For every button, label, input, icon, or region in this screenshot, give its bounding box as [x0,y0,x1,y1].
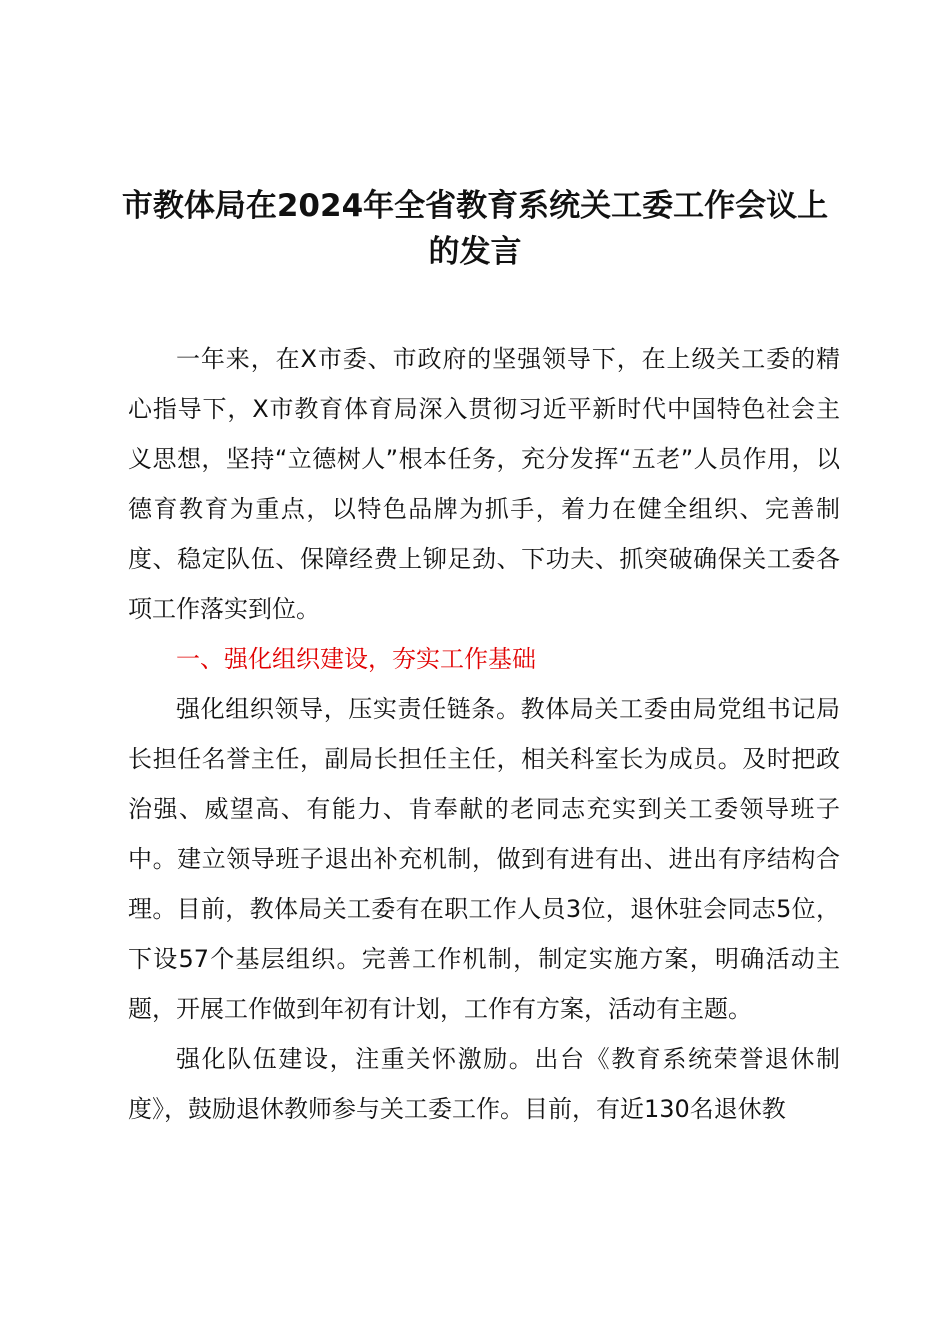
document-title: 市教体局在2024年全省教育系统关工委工作会议上的发言 [121,188,829,270]
document-body [128,334,840,1134]
intro-paragraph: 一年来，在X市委、市政府的坚强领导下，在上级关工委的精心指导下，X市教育体育局深入贯彻习近平新时代中国特色社会主义思想，坚持“立德树人”根本任务，充分发挥“五老”人员作用，以德育教育为重点，以特色品牌为抓手，着力在健全组织、完善制度、稳定队伍、保障经费上铆足劲、下功夫、抓突破确保关工委各项工作落实到位。 [128,345,840,623]
section-heading: 一、强化组织建设，夯实工作基础 [176,645,536,673]
section-paragraph-2: 强化队伍建设，注重关怀激励。出台《教育系统荣誉退休制度》，鼓励退休教师参与关工委工作。目前，有近130名退休教 [128,1045,840,1123]
section-paragraph-1: 强化组织领导，压实责任链条。教体局关工委由局党组书记局长担任名誉主任，副局长担任主任，相关科室长为成员。及时把政治强、威望高、有能力、肯奉献的老同志充实到关工委领导班子中。建立领导班子退出补充机制，做到有进有出、进出有序结构合理。目前，教体局关工委有在职工作人员3位，退休驻会同志5位，下设57个基层组织。完善工作机制，制定实施方案，明确活动主题，开展工作做到年初有计划，工作有方案，活动有主题。 [128,695,840,1023]
